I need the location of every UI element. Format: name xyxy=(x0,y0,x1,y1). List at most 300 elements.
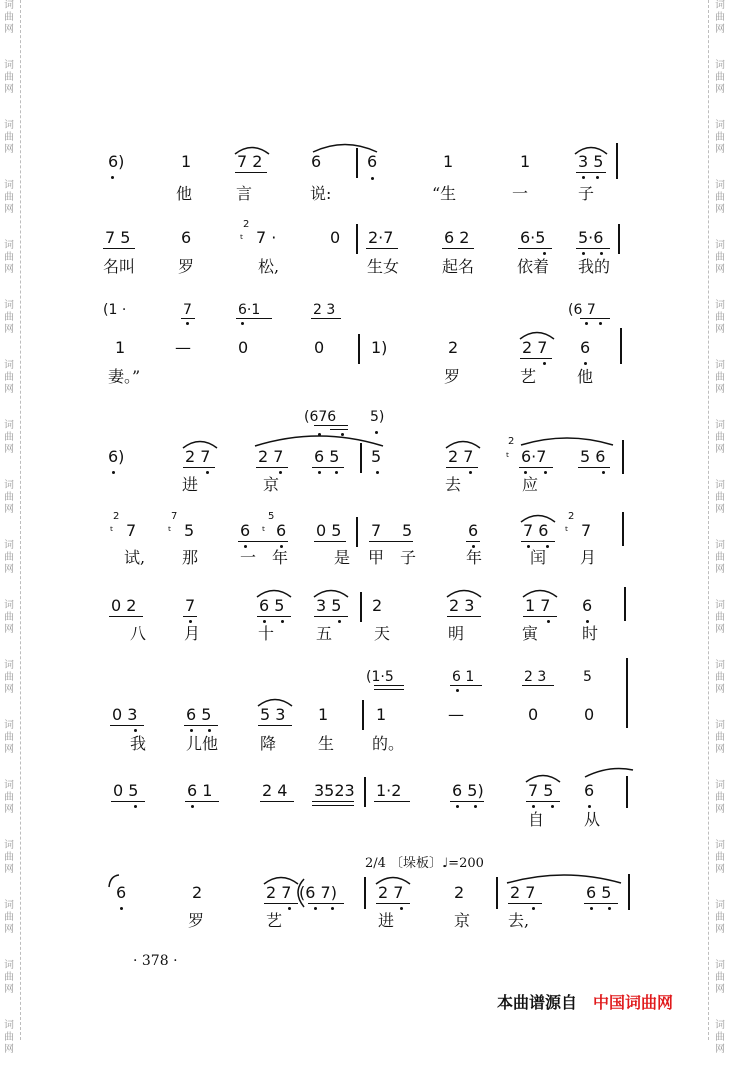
barline xyxy=(622,440,624,474)
note-dot xyxy=(586,620,589,623)
note-dot xyxy=(543,252,546,255)
lyric: 我 xyxy=(130,734,147,753)
note: — xyxy=(448,705,464,724)
beam xyxy=(526,801,560,802)
note-dot xyxy=(543,362,546,365)
beam xyxy=(312,467,344,468)
note-dot xyxy=(191,805,194,808)
note: 1 xyxy=(443,152,454,171)
watermark-text: 词 曲 网 xyxy=(715,420,725,455)
note-dot xyxy=(582,252,585,255)
lyric: 京 xyxy=(263,475,280,494)
beam xyxy=(466,541,480,542)
lyric: 子 xyxy=(400,548,417,567)
slur xyxy=(445,437,481,449)
note: 6 xyxy=(240,521,251,540)
lyric: 依着 xyxy=(517,257,550,276)
note: 6 2 xyxy=(444,228,470,247)
beam xyxy=(109,616,143,617)
note: 7 xyxy=(185,596,196,615)
watermark-text: 词 曲 网 xyxy=(4,120,14,155)
beam xyxy=(522,685,554,686)
accompaniment-note: 5) xyxy=(370,409,385,425)
note: 2 4 xyxy=(262,781,288,800)
note: 5·6 xyxy=(578,228,604,247)
tie xyxy=(520,434,614,446)
watermark-text: 词 曲 网 xyxy=(715,180,725,215)
lyric: 明 xyxy=(448,624,465,643)
barline xyxy=(364,777,366,807)
slur xyxy=(519,328,555,340)
watermark-text: 词 曲 网 xyxy=(4,900,14,935)
accompaniment-note: 6·1 xyxy=(238,302,261,318)
beam xyxy=(181,318,195,319)
note: (6 7) xyxy=(299,883,337,902)
lyric: 他 xyxy=(577,367,594,386)
lyric: 进 xyxy=(378,911,395,930)
tempo-marking: 2/4 〔垛板〕♩=200 xyxy=(365,856,484,871)
note: 6 xyxy=(367,152,378,171)
watermark-text: 词 曲 网 xyxy=(715,0,725,35)
slur xyxy=(254,430,384,448)
note: 6 xyxy=(584,781,595,800)
note: ᵗ xyxy=(262,524,266,538)
watermark-text: 词 曲 网 xyxy=(715,660,725,695)
lyric: 我的 xyxy=(578,257,611,276)
grace-note: 5 xyxy=(268,511,275,522)
watermark-text: 词 曲 网 xyxy=(715,300,725,335)
note: 7 xyxy=(581,521,592,540)
watermark-text: 词 曲 网 xyxy=(4,1020,14,1055)
beam xyxy=(314,616,348,617)
watermark-text: 词 曲 网 xyxy=(715,900,725,935)
note-dot xyxy=(189,620,192,623)
accompaniment-note: 6 1 xyxy=(452,669,475,685)
note: 2 7 xyxy=(510,883,536,902)
note: 7 5 xyxy=(528,781,554,800)
note: 2 7 xyxy=(522,338,548,357)
lyric: “生 xyxy=(432,184,457,203)
note-dot xyxy=(600,252,603,255)
note: 1 xyxy=(318,705,329,724)
beam xyxy=(308,903,344,904)
slur xyxy=(257,695,293,707)
beam xyxy=(238,541,288,542)
lyric: 八 xyxy=(130,624,147,643)
lyric: 寅 xyxy=(522,624,539,643)
note: 6 1 xyxy=(187,781,213,800)
note-dot xyxy=(547,620,550,623)
beam xyxy=(450,685,482,686)
note: 6 xyxy=(116,883,127,902)
beam xyxy=(447,616,481,617)
beam xyxy=(103,248,135,249)
note: 1 xyxy=(520,152,531,171)
note: 6 5) xyxy=(452,781,484,800)
accompaniment-note: (6 7 xyxy=(568,302,596,318)
beam xyxy=(376,903,410,904)
watermark-text: 词 曲 网 xyxy=(4,420,14,455)
slur xyxy=(522,586,558,598)
watermark-text: 词 曲 网 xyxy=(715,840,725,875)
note: 2 7 xyxy=(378,883,404,902)
note-dot xyxy=(314,907,317,910)
watermark-text: 词 曲 网 xyxy=(4,720,14,755)
note-dot xyxy=(532,805,535,808)
note-dot xyxy=(474,805,477,808)
watermark-text: 词 曲 网 xyxy=(4,600,14,635)
lyric: 说: xyxy=(310,184,332,203)
beam xyxy=(236,318,272,319)
note-dot xyxy=(120,907,123,910)
note: 2 xyxy=(448,338,459,357)
note: 2 xyxy=(192,883,203,902)
note-dot xyxy=(544,471,547,474)
note: 5 xyxy=(402,521,413,540)
note-dot xyxy=(585,322,588,325)
lyric: 生 xyxy=(318,734,335,753)
watermark-text: 词 曲 网 xyxy=(715,120,725,155)
slur xyxy=(290,878,308,908)
beam xyxy=(258,725,292,726)
lyric: 进 xyxy=(182,475,199,494)
watermark-text: 词 曲 网 xyxy=(715,240,725,275)
lyric: 妻。” xyxy=(108,367,141,386)
beam xyxy=(374,689,404,690)
watermark-text: 词 曲 网 xyxy=(715,1020,725,1055)
beam xyxy=(314,541,346,542)
watermark-text: 词 曲 网 xyxy=(715,540,725,575)
note-dot xyxy=(602,471,605,474)
lyric: 时 xyxy=(582,624,599,643)
lyric: 从 xyxy=(584,810,601,829)
lyric: 松, xyxy=(258,257,280,276)
watermark-text: 词 曲 网 xyxy=(715,480,725,515)
beam xyxy=(185,801,219,802)
beam xyxy=(110,725,144,726)
note: 3 5 xyxy=(578,152,604,171)
barline xyxy=(360,443,362,473)
note: 0 xyxy=(528,705,539,724)
grace-note: 7 xyxy=(171,511,178,522)
lyric: 艺 xyxy=(266,911,283,930)
lyric: 月 xyxy=(184,624,201,643)
lyric: 那 xyxy=(182,548,199,567)
lyric: 起名 xyxy=(442,257,475,276)
note-dot xyxy=(281,620,284,623)
barline xyxy=(358,334,360,364)
watermark-text: 词 曲 网 xyxy=(4,540,14,575)
note: 0 5 xyxy=(316,521,342,540)
beam xyxy=(523,616,557,617)
slur xyxy=(182,437,218,449)
note-dot xyxy=(608,907,611,910)
note-dot xyxy=(112,471,115,474)
beam xyxy=(257,616,291,617)
beam xyxy=(369,541,413,542)
note-dot xyxy=(206,471,209,474)
accompaniment-note: 7 xyxy=(183,302,192,318)
lyric: 去, xyxy=(508,911,530,930)
lyric: 应 xyxy=(522,475,539,494)
note: 6) xyxy=(108,152,125,171)
note: 6 xyxy=(582,596,593,615)
note-dot xyxy=(456,689,459,692)
beam xyxy=(446,467,478,468)
note: ᵗ xyxy=(168,524,172,538)
lyric: 生女 xyxy=(367,257,400,276)
barline xyxy=(362,700,364,730)
note: 6·5 xyxy=(520,228,546,247)
slur xyxy=(520,511,556,523)
note-dot xyxy=(590,907,593,910)
page-number: · 378 · xyxy=(133,953,178,969)
accompaniment-note: 2 3 xyxy=(313,302,336,318)
note: 2 7 xyxy=(258,447,284,466)
lyric: 一 xyxy=(512,184,529,203)
grace-note: 2 xyxy=(113,511,120,522)
lyric: 年 xyxy=(272,548,289,567)
note-dot xyxy=(546,545,549,548)
note: 0 2 xyxy=(111,596,137,615)
note: 0 5 xyxy=(113,781,139,800)
note-dot xyxy=(186,322,189,325)
note: 7 xyxy=(126,521,137,540)
watermark-text: 词 曲 网 xyxy=(4,780,14,815)
accompaniment-note: 5 xyxy=(583,669,592,685)
beam xyxy=(374,685,404,686)
watermark-text: 词 曲 网 xyxy=(715,600,725,635)
note-dot xyxy=(263,620,266,623)
beam xyxy=(576,172,606,173)
watermark-text: 词 曲 网 xyxy=(4,660,14,695)
grace-note: 2 xyxy=(508,436,515,447)
note-dot xyxy=(331,907,334,910)
note: 0 xyxy=(238,338,249,357)
accompaniment-note: (1 · xyxy=(103,302,127,318)
beam xyxy=(578,467,610,468)
note: 6 5 xyxy=(259,596,285,615)
note: 5 3 xyxy=(260,705,286,724)
note: 2 7 xyxy=(185,447,211,466)
note: ᵗ xyxy=(506,450,510,464)
barline xyxy=(496,877,498,909)
note: 3523 xyxy=(314,781,355,800)
note: 2 xyxy=(454,883,465,902)
note-dot xyxy=(469,471,472,474)
lyric: 名叫 xyxy=(103,257,136,276)
note: 0 xyxy=(584,705,595,724)
barline xyxy=(620,328,622,364)
watermark-text: 词 曲 网 xyxy=(4,300,14,335)
watermark-text: 词 曲 网 xyxy=(4,0,14,35)
lyric: 言 xyxy=(236,184,253,203)
lyric: 的。 xyxy=(372,734,405,753)
barline xyxy=(622,512,624,546)
note: 6 xyxy=(580,338,591,357)
slur xyxy=(234,143,270,155)
note: 1 7 xyxy=(525,596,551,615)
note: 6 5 xyxy=(314,447,340,466)
barline xyxy=(360,592,362,622)
note: — xyxy=(175,338,191,357)
note-dot xyxy=(279,471,282,474)
lyric: 去 xyxy=(445,475,462,494)
note-dot xyxy=(376,471,379,474)
beam xyxy=(442,248,474,249)
note: 3 5 xyxy=(316,596,342,615)
tie xyxy=(506,870,622,884)
accompaniment-note: (676 xyxy=(304,409,337,425)
note: 0 3 xyxy=(112,705,138,724)
watermark-text: 词 曲 网 xyxy=(715,720,725,755)
note: 0 xyxy=(330,228,341,247)
slur xyxy=(446,586,482,598)
watermark-text: 词 曲 网 xyxy=(715,960,725,995)
lyric: 艺 xyxy=(520,367,537,386)
beam xyxy=(111,801,145,802)
beam xyxy=(584,903,618,904)
watermark-text: 词 曲 网 xyxy=(4,240,14,275)
accompaniment-note: 2 3 xyxy=(524,669,547,685)
note: 7 5 xyxy=(105,228,131,247)
lyric: 他 xyxy=(176,184,193,203)
note: 6·7 xyxy=(521,447,547,466)
note-dot xyxy=(599,322,602,325)
note-dot xyxy=(335,471,338,474)
watermark-text: 词 曲 网 xyxy=(4,60,14,95)
lyric: 罗 xyxy=(188,911,205,930)
barline xyxy=(624,587,626,621)
note: 2·7 xyxy=(368,228,394,247)
note: 7 · xyxy=(256,228,277,247)
lyric: 月 xyxy=(580,548,597,567)
note-dot xyxy=(134,805,137,808)
lyric: 十 xyxy=(258,624,275,643)
note: ᵗ xyxy=(565,524,569,538)
lyric: 自 xyxy=(528,810,545,829)
beam xyxy=(314,425,348,426)
beam xyxy=(508,903,542,904)
note-dot xyxy=(190,729,193,732)
note-dot xyxy=(588,805,591,808)
lyric: 罗 xyxy=(444,367,461,386)
beam xyxy=(374,801,410,802)
beam xyxy=(576,248,610,249)
barline xyxy=(364,877,366,909)
lyric: 是 xyxy=(334,548,351,567)
slur xyxy=(574,143,608,155)
note-dot xyxy=(241,322,244,325)
note: 6 xyxy=(468,521,479,540)
slur xyxy=(375,873,411,885)
note-dot xyxy=(111,176,114,179)
note: 6 5 xyxy=(586,883,612,902)
note-dot xyxy=(582,176,585,179)
note-dot xyxy=(338,620,341,623)
barline xyxy=(628,874,630,910)
beam xyxy=(184,725,218,726)
note-dot xyxy=(596,176,599,179)
note: 5 xyxy=(371,447,382,466)
beam xyxy=(312,801,354,802)
note: 0 xyxy=(314,338,325,357)
note-dot xyxy=(371,177,374,180)
grace-note: 2 xyxy=(568,511,575,522)
note-dot xyxy=(551,805,554,808)
accompaniment-note: (1·5 xyxy=(366,669,394,685)
note: 2 7 xyxy=(448,447,474,466)
beam xyxy=(235,172,267,173)
note-dot xyxy=(208,729,211,732)
beam xyxy=(183,616,197,617)
lyric: 闰 xyxy=(530,548,547,567)
note-dot xyxy=(134,729,137,732)
note: 6 xyxy=(311,152,322,171)
note: 7 xyxy=(371,521,382,540)
note-dot xyxy=(584,362,587,365)
beam xyxy=(183,467,215,468)
beam xyxy=(366,248,398,249)
note: 5 6 xyxy=(580,447,606,466)
note-dot xyxy=(532,907,535,910)
note: 1 xyxy=(115,338,126,357)
note-dot xyxy=(456,805,459,808)
source-label: 本曲谱源自 xyxy=(497,993,578,1012)
beam xyxy=(518,248,552,249)
lyric: 年 xyxy=(466,548,483,567)
note-dot xyxy=(400,907,403,910)
barline xyxy=(356,148,358,178)
note-dot xyxy=(524,471,527,474)
lyric: 一 xyxy=(240,548,257,567)
slur xyxy=(525,771,561,783)
lyric: 京 xyxy=(454,911,471,930)
note: 1·2 xyxy=(376,781,402,800)
note: 1) xyxy=(371,338,388,357)
note: 5 xyxy=(184,521,195,540)
note: 6 xyxy=(276,521,287,540)
beam xyxy=(520,358,552,359)
barline xyxy=(356,517,358,547)
note: 7 2 xyxy=(237,152,263,171)
lyric: 子 xyxy=(578,184,595,203)
watermark-text: 词 曲 网 xyxy=(715,780,725,815)
note: ᵗ xyxy=(240,232,244,246)
note: 1 xyxy=(376,705,387,724)
source-footer xyxy=(497,990,673,1013)
beam xyxy=(256,467,288,468)
lyric: 甲 xyxy=(368,548,385,567)
note: 2 7 xyxy=(266,883,292,902)
site-link[interactable]: 中国词曲网 xyxy=(593,993,674,1012)
lyric: 降 xyxy=(260,734,277,753)
slur xyxy=(313,586,349,598)
beam xyxy=(260,801,294,802)
watermark-text: 词 曲 网 xyxy=(4,480,14,515)
beam xyxy=(519,467,553,468)
beam xyxy=(450,801,484,802)
watermark-text: 词 曲 网 xyxy=(4,360,14,395)
watermark-text: 词 曲 网 xyxy=(4,180,14,215)
note: 6 5 xyxy=(186,705,212,724)
lyric: 试, xyxy=(124,548,146,567)
note: 2 xyxy=(372,596,383,615)
barline xyxy=(616,143,618,179)
note: 6) xyxy=(108,447,125,466)
barline xyxy=(626,658,628,728)
note: 2 3 xyxy=(449,596,475,615)
